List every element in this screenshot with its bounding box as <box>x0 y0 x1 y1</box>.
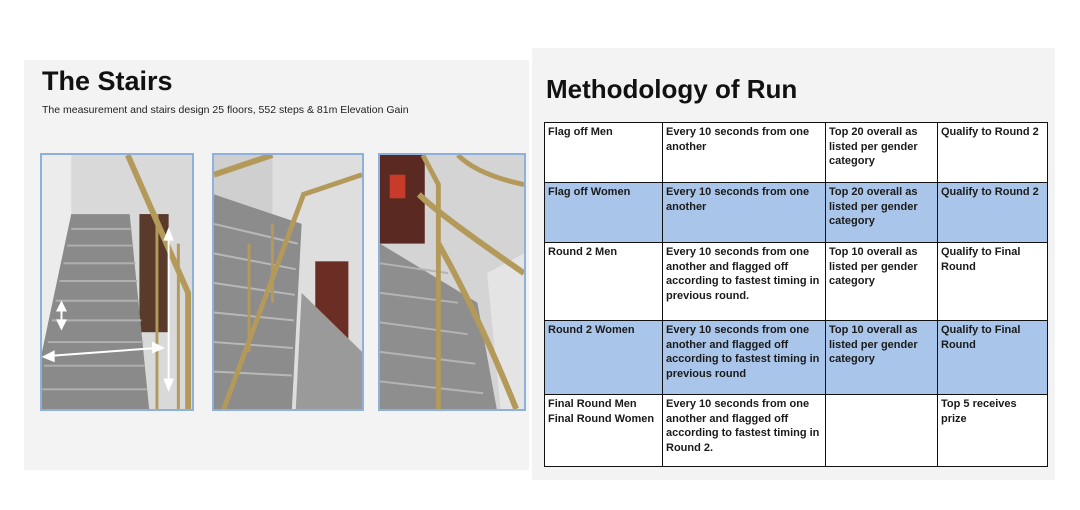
table-row <box>545 243 1048 321</box>
interval-cell: Every 10 seconds from one another <box>663 183 826 243</box>
category-cell: Flag off Women <box>545 183 663 243</box>
outcome-cell: Qualify to Round 2 <box>938 123 1048 183</box>
category-cell: Final Round Men Final Round Women <box>545 395 663 467</box>
slide-methodology <box>532 48 1055 480</box>
interval-cell: Every 10 seconds from one another and flagged off according to fastest timing in previous round. <box>663 243 826 321</box>
outcome-cell: Qualify to Round 2 <box>938 183 1048 243</box>
selection-cell: Top 10 overall as listed per gender category <box>826 321 938 395</box>
interval-cell: Every 10 seconds from one another and flagged off according to fastest timing in Round 2. <box>663 395 826 467</box>
table-row <box>545 321 1048 395</box>
outcome-cell: Top 5 receives prize <box>938 395 1048 467</box>
table-row <box>545 395 1048 467</box>
selection-cell: Top 10 overall as listed per gender category <box>826 243 938 321</box>
stairs-photo-stairwell <box>212 153 364 411</box>
slide-title: The Stairs <box>42 66 173 96</box>
selection-cell: Top 20 overall as listed per gender category <box>826 123 938 183</box>
outcome-cell: Qualify to Final Round <box>938 321 1048 395</box>
selection-cell <box>826 395 938 467</box>
category-cell: Round 2 Women <box>545 321 663 395</box>
category-cell: Flag off Men <box>545 123 663 183</box>
slide-subtitle: The measurement and stairs design 25 floors, 552 steps & 81m Elevation Gain <box>42 104 409 116</box>
interval-cell: Every 10 seconds from one another <box>663 123 826 183</box>
outcome-cell: Qualify to Final Round <box>938 243 1048 321</box>
stairs-photo-measurement <box>40 153 194 411</box>
selection-cell: Top 20 overall as listed per gender category <box>826 183 938 243</box>
table-row <box>545 183 1048 243</box>
category-cell: Round 2 Men <box>545 243 663 321</box>
methodology-table <box>544 122 1048 467</box>
interval-cell: Every 10 seconds from one another and flagged off according to fastest timing in previous round <box>663 321 826 395</box>
slide-the-stairs <box>24 60 529 470</box>
stairs-photo-landing <box>378 153 526 411</box>
slide-title: Methodology of Run <box>546 74 798 104</box>
table-row <box>545 123 1048 183</box>
